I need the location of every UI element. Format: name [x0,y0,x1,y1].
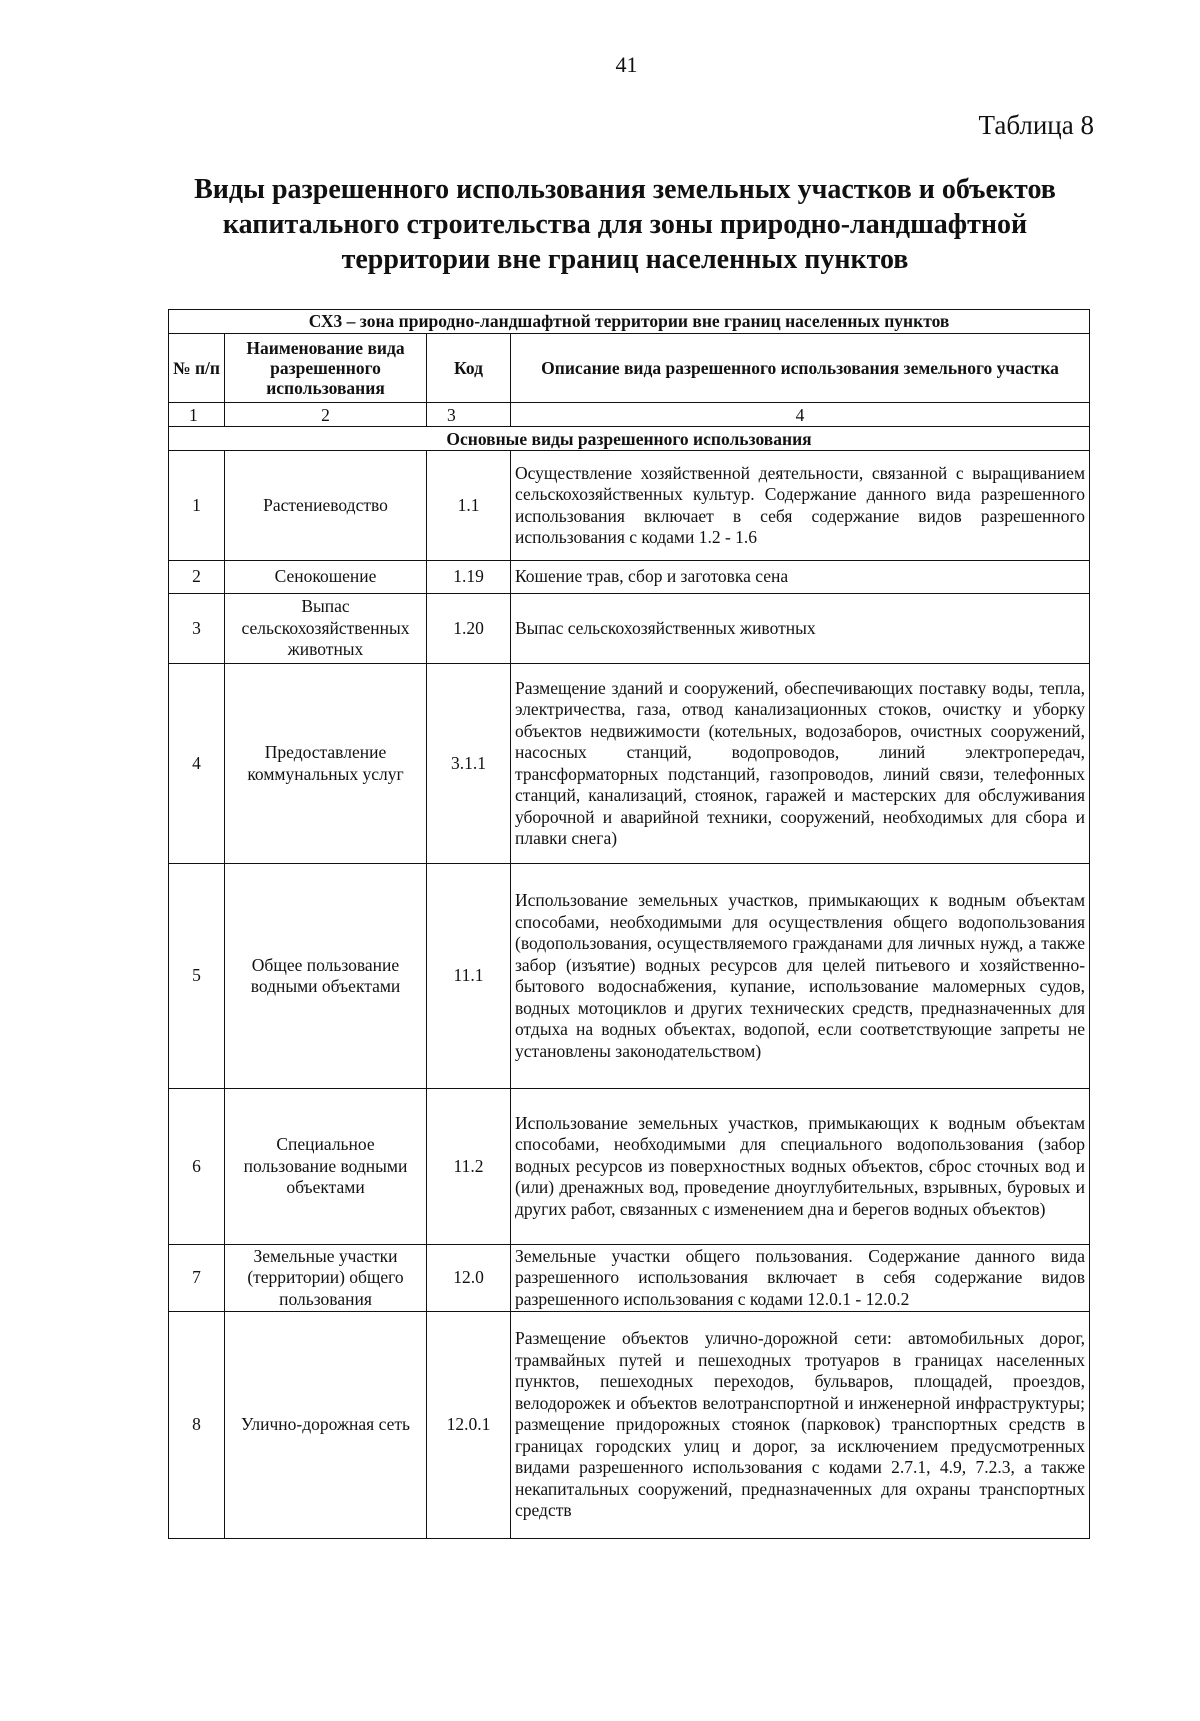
row-name: Выпас сельскохозяйственных животных [225,594,427,664]
header-num: № п/п [169,334,225,403]
table-label: Таблица 8 [978,110,1094,140]
table-row [169,561,1090,594]
row-name: Сенокошение [225,561,427,594]
table-row [169,1089,1090,1245]
row-num: 4 [169,664,225,864]
row-num: 3 [169,594,225,664]
column-header-row [169,334,1090,403]
header-name: Наименование вида разрешенного использования [225,334,427,403]
zone-header-row [169,310,1090,334]
row-num: 6 [169,1089,225,1245]
document-title [165,172,1085,277]
column-number: 3 [427,403,511,427]
row-desc: Земельные участки общего пользования. Содержание данного вида разрешенного использования включает в себя содержание видов разрешенного использования с кодами 12.0.1 - 12.0.2 [511,1245,1090,1312]
row-code: 12.0.1 [427,1312,511,1539]
row-name: Предоставление коммунальных услуг [225,664,427,864]
row-code: 1.1 [427,451,511,561]
row-desc: Кошение трав, сбор и заготовка сена [511,561,1090,594]
row-desc: Использование земельных участков, примыкающих к водным объектам способами, необходимыми для осуществления общего водопользования (водопользования, осуществляемого гражданами для личных нужд, а также забор (изъятие) водных ресурсов для целей питьевого и хозяйственно-бытового водоснабжения, купание, использование маломерных судов, водных мотоциклов и других технических средств, предназначенных для отдыха на водных объектах, водопой, если соответствующие запреты не установлены законодательством) [511,864,1090,1089]
section-row [169,427,1090,451]
row-desc: Осуществление хозяйственной деятельности, связанной с выращиванием сельскохозяйственных культур. Содержание данного вида разрешенного использования включает в себя содержание видов разрешенного использования с кодами 1.2 - 1.6 [511,451,1090,561]
column-number: 1 [169,403,225,427]
row-name: Улично-дорожная сеть [225,1312,427,1539]
column-number-row [169,403,1090,427]
row-num: 1 [169,451,225,561]
table-row [169,664,1090,864]
table-row [169,594,1090,664]
row-code: 1.19 [427,561,511,594]
row-num: 8 [169,1312,225,1539]
column-number: 2 [225,403,427,427]
row-code: 1.20 [427,594,511,664]
title-line-1: Виды разрешенного использования земельных участков и объектов [194,174,1056,205]
row-desc: Выпас сельскохозяйственных животных [511,594,1090,664]
title-line-3: территории вне границ населенных пунктов [341,244,909,275]
zone-header: СХ3 – зона природно-ландшафтной территории вне границ населенных пунктов [169,310,1090,334]
row-code: 3.1.1 [427,664,511,864]
row-num: 2 [169,561,225,594]
table-row [169,1312,1090,1539]
header-code: Код [427,334,511,403]
row-code: 12.0 [427,1245,511,1312]
column-number: 4 [511,403,1090,427]
table-row [169,451,1090,561]
header-desc: Описание вида разрешенного использования земельного участка [511,334,1090,403]
row-desc: Размещение объектов улично-дорожной сети: автомобильных дорог, трамвайных путей и пешеходных тротуаров в границах населенных пунктов, пешеходных переходов, бульваров, площадей, проездов, велодорожек и объектов велотранспортной и инженерной инфраструктуры; размещение придорожных стоянок (парковок) транспортных средств в границах городских улиц и дорог, за исключением предусмотренных видами разрешенного использования с кодами 2.7.1, 4.9, 7.2.3, а также некапитальных сооружений, предназначенных для охраны транспортных средств [511,1312,1090,1539]
row-num: 7 [169,1245,225,1312]
row-name: Земельные участки (территории) общего пользования [225,1245,427,1312]
row-desc: Размещение зданий и сооружений, обеспечивающих поставку воды, тепла, электричества, газа, отвод канализационных стоков, очистку и уборку объектов недвижимости (котельных, водозаборов, очистных сооружений, насосных станций, водопроводов, линий электропередач, трансформаторных подстанций, газопроводов, линий связи, телефонных станций, канализаций, стоянок, гаражей и мастерских для обслуживания уборочной и аварийной техники, сооружений, необходимых для сбора и плавки снега) [511,664,1090,864]
page-number: 41 [615,52,638,77]
row-num: 5 [169,864,225,1089]
row-name: Специальное пользование водными объектами [225,1089,427,1245]
row-name: Растениеводство [225,451,427,561]
row-name: Общее пользование водными объектами [225,864,427,1089]
table-row [169,1245,1090,1312]
row-code: 11.1 [427,864,511,1089]
row-code: 11.2 [427,1089,511,1245]
section-title: Основные виды разрешенного использования [169,427,1090,451]
land-use-table [168,309,1090,1539]
table-row [169,864,1090,1089]
row-desc: Использование земельных участков, примыкающих к водным объектам способами, необходимыми для специального водопользования (забор водных ресурсов из поверхностных водных объектов, сброс сточных вод и (или) дренажных вод, проведение дноуглубительных, взрывных, буровых и других работ, связанных с изменением дна и берегов водных объектов) [511,1089,1090,1245]
title-line-2: капитального строительства для зоны природно-ландшафтной [222,209,1028,240]
